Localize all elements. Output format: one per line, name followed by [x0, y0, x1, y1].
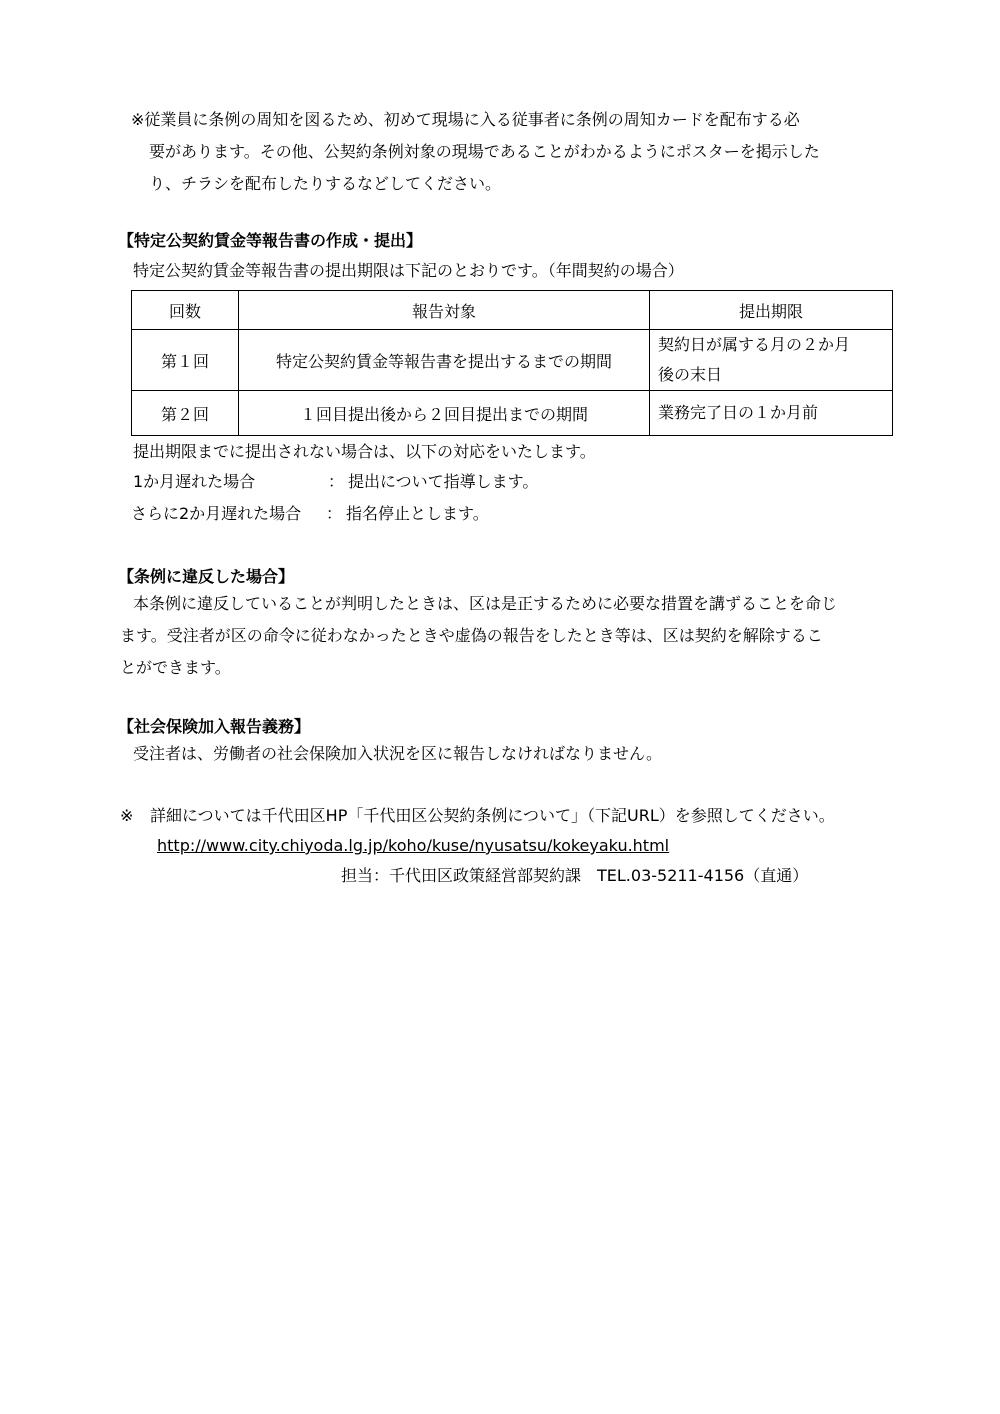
notice-block	[131, 104, 820, 200]
table-row	[132, 391, 893, 436]
penalty-action: 提出について指導します。	[348, 472, 539, 491]
penalty-item	[131, 498, 538, 530]
reference-line	[120, 800, 835, 832]
notice-line: 要があります。その他、公契約条例対象の現場であることがわかるようにポスターを掲示した	[149, 142, 820, 161]
deadline-line: 業務完了日の１か月前	[658, 403, 819, 422]
insurance-heading: 【社会保険加入報告義務】	[118, 717, 311, 736]
penalty-list	[133, 466, 538, 530]
reference-mark: ※	[120, 806, 134, 825]
penalty-action: 指名停止とします。	[346, 504, 489, 523]
deadline-line: 後の末日	[658, 365, 723, 384]
penalty-case: 1か月遅れた場合	[133, 472, 256, 491]
penalty-case: さらに2か月遅れた場合	[131, 504, 302, 523]
row-target: １回目提出後から２回目提出までの期間	[239, 391, 650, 436]
notice-line: り、チラシを配布したりするなどしてください。	[149, 174, 502, 193]
contact-info: 担当：千代田区政策経営部契約課 TEL.03-5211-4156（直通）	[341, 866, 809, 885]
row-count: 第１回	[132, 330, 239, 391]
report-intro: 特定公契約賃金等報告書の提出期限は下記のとおりです。（年間契約の場合）	[133, 261, 684, 280]
report-deadline-table	[131, 290, 893, 436]
table-header-row	[132, 291, 893, 330]
header-deadline: 提出期限	[650, 291, 893, 330]
row-count: 第２回	[132, 391, 239, 436]
row-deadline	[650, 330, 893, 391]
header-count: 回数	[132, 291, 239, 330]
notice-line: ※従業員に条例の周知を図るため、初めて現場に入る従事者に条例の周知カードを配布する必	[131, 110, 800, 129]
reference-url-link[interactable]: http://www.city.chiyoda.lg.jp/koho/kuse/nyusatsu/kokeyaku.html	[157, 836, 670, 855]
violation-line: ます。受注者が区の命令に従わなかったときや虚偽の報告をしたとき等は、区は契約を解除するこ	[120, 626, 823, 645]
after-note: 提出期限までに提出されない場合は、以下の対応をいたします。	[133, 442, 596, 461]
violation-line: とができます。	[120, 658, 231, 677]
violation-heading: 【条例に違反した場合】	[118, 567, 295, 586]
deadline-line: 契約日が属する月の２か月	[658, 335, 851, 354]
row-deadline	[650, 391, 893, 436]
row-target: 特定公契約賃金等報告書を提出するまでの期間	[239, 330, 650, 391]
violation-block	[120, 588, 837, 684]
insurance-text: 受注者は、労働者の社会保険加入状況を区に報告しなければなりません。	[133, 744, 662, 763]
report-heading: 【特定公契約賃金等報告書の作成・提出】	[118, 231, 423, 250]
reference-text: 詳細については千代田区HP「千代田区公契約条例について」（下記URL）を参照してください。	[150, 806, 835, 825]
penalty-sep: ：	[328, 472, 345, 491]
penalty-sep: ：	[326, 504, 343, 523]
reference-url-row	[157, 830, 669, 862]
table-row	[132, 330, 893, 391]
header-target: 報告対象	[239, 291, 650, 330]
violation-line: 本条例に違反していることが判明したときは、区は是正するために必要な措置を講ずることを命じ	[133, 594, 838, 613]
penalty-item	[133, 466, 538, 498]
